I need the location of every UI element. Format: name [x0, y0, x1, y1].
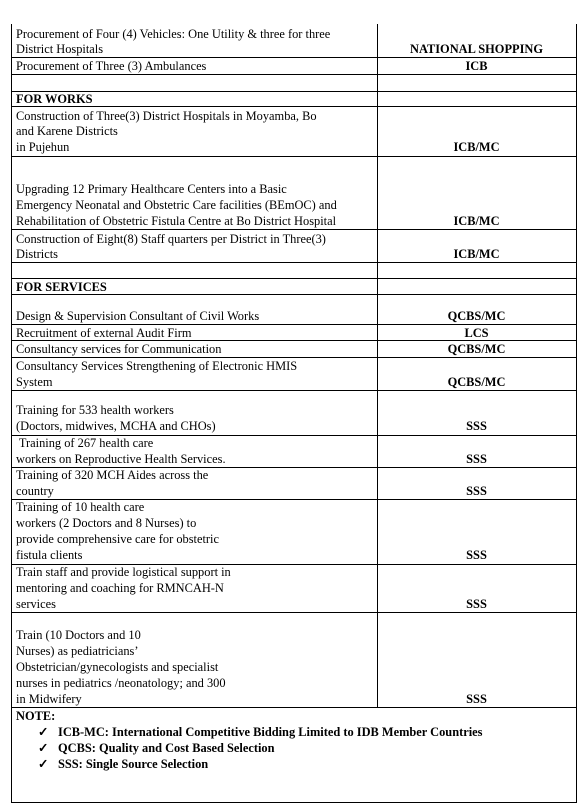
works-heading: FOR WORKS [16, 92, 93, 106]
services-heading: FOR SERVICES [16, 280, 107, 294]
works-row-method: ICB/MC [453, 140, 500, 154]
goods-row-method: ICB [465, 59, 488, 73]
checkmark-icon: ✓ [38, 757, 49, 771]
works-row-method: ICB/MC [453, 247, 500, 261]
services-row-description: Train staff and provide logistical support in [16, 565, 231, 579]
checkmark-icon: ✓ [38, 725, 49, 739]
services-row-method: QCBS/MC [447, 375, 506, 389]
services-row-description: country [16, 484, 54, 498]
works-row-description: Districts [16, 247, 58, 261]
row-divider [11, 106, 577, 107]
works-row-description: in Pujehun [16, 140, 70, 154]
works-row-method: ICB/MC [453, 214, 500, 228]
works-row-description: and Karene Districts [16, 124, 118, 138]
note-label: NOTE: [16, 709, 56, 723]
services-row-description: services [16, 597, 56, 611]
goods-row-description: Procurement of Three (3) Ambulances [16, 59, 207, 73]
services-row-description: nurses in pediatrics /neonatology; and 300 [16, 676, 226, 690]
services-row-description: workers on Reproductive Health Services. [16, 452, 226, 466]
row-divider [11, 229, 577, 230]
services-row-description: Obstetrician/gynecologists and specialist [16, 660, 219, 674]
services-row-method: SSS [466, 692, 487, 706]
services-row-method: SSS [466, 548, 487, 562]
checkmark-icon: ✓ [38, 741, 49, 755]
services-row-description: in Midwifery [16, 692, 82, 706]
services-row-description: provide comprehensive care for obstetric [16, 532, 219, 546]
works-row-description: Upgrading 12 Primary Healthcare Centers into a Basic [16, 182, 287, 196]
row-divider [11, 612, 577, 613]
services-row-method: SSS [466, 597, 487, 611]
services-row-description: workers (2 Doctors and 8 Nurses) to [16, 516, 197, 530]
services-row-description: (Doctors, midwives, MCHA and CHOs) [16, 419, 216, 433]
services-row-description: mentoring and coaching for RMNCAH-N [16, 581, 224, 595]
table-left-border [11, 24, 12, 802]
services-row-description: Training for 533 health workers [16, 403, 174, 417]
services-row-method: SSS [466, 419, 487, 433]
services-row-description: Training of 10 health care [16, 500, 145, 514]
goods-row-description: District Hospitals [16, 42, 104, 56]
services-row-description: Training of 267 health care [16, 436, 154, 450]
table-right-border [576, 24, 577, 802]
services-row-description: Consultancy Services Strengthening of Electronic HMIS [16, 359, 298, 373]
row-divider [11, 262, 577, 263]
services-row-method: SSS [466, 484, 487, 498]
services-row-description: System [16, 375, 53, 389]
row-divider [11, 91, 577, 92]
services-row-description: Design & Supervision Consultant of Civil Works [16, 309, 260, 323]
row-divider [11, 390, 577, 391]
works-row-description: Construction of Three(3) District Hospitals in Moyamba, Bo [16, 109, 317, 123]
services-row-description: fistula clients [16, 548, 83, 562]
services-row-method: SSS [466, 452, 487, 466]
services-row-description: Training of 320 MCH Aides across the [16, 468, 209, 482]
services-row-description: Nurses) as pediatricians’ [16, 644, 139, 658]
note-item: ICB-MC: International Competitive Bidding Limited to IDB Member Countries [58, 725, 483, 739]
works-row-description: Emergency Neonatal and Obstetric Care facilities (BEmOC) and [16, 198, 337, 212]
services-row-description: Consultancy services for Communication [16, 342, 222, 356]
row-divider [11, 156, 577, 157]
note-item: QCBS: Quality and Cost Based Selection [58, 741, 275, 755]
goods-row-method: NATIONAL SHOPPING [410, 42, 543, 56]
services-row-method: QCBS/MC [447, 309, 506, 323]
note-item: SSS: Single Source Selection [58, 757, 209, 771]
services-row-method: QCBS/MC [447, 342, 506, 356]
works-row-description: Rehabilitation of Obstetric Fistula Centre at Bo District Hospital [16, 214, 337, 228]
services-row-method: LCS [464, 326, 489, 340]
row-divider [11, 74, 577, 75]
works-row-description: Construction of Eight(8) Staff quarters per District in Three(3) [16, 232, 326, 246]
services-row-description: Recruitment of external Audit Firm [16, 326, 192, 340]
table-bottom-border [11, 802, 577, 803]
services-row-description: Train (10 Doctors and 10 [16, 628, 141, 642]
goods-row-description: Procurement of Four (4) Vehicles: One Utility & three for three [16, 27, 331, 41]
row-divider [11, 707, 577, 708]
